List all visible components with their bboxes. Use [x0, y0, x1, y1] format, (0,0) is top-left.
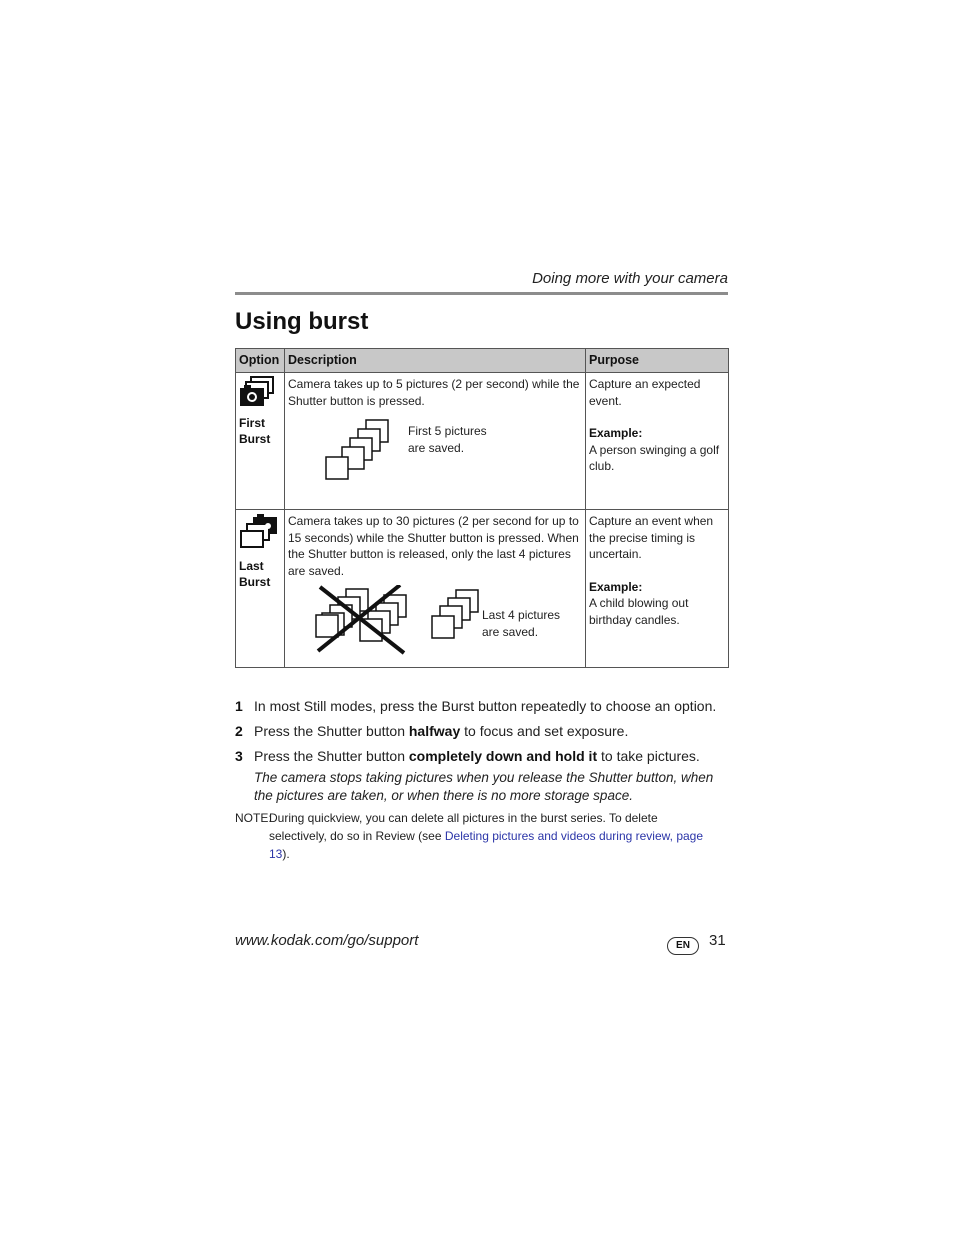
header-rule [235, 292, 728, 295]
note-body: During quickview, you can delete all pictures in the burst series. To delete selectively, do so in Review (see Deleting pictures and videos during review, page 13). [269, 811, 704, 861]
example-label: Example: [589, 579, 643, 594]
header-option: Option [236, 349, 285, 373]
first-burst-illustration [288, 409, 582, 489]
option-cell [236, 510, 285, 668]
example-text: A person swinging a golf club. [589, 442, 720, 473]
illustration-caption: First 5 pictures are saved. [408, 424, 487, 455]
header-description: Description [285, 349, 586, 373]
first-burst-camera-icon [239, 376, 275, 408]
illustration-caption: Last 4 pictures are saved. [482, 608, 561, 639]
purpose-cell [586, 373, 729, 510]
step-item: 2 Press the Shutter button halfway to focus and set exposure. [235, 723, 629, 739]
last-burst-illustration [288, 579, 582, 653]
result-text: The camera stops taking pictures when you release the Shutter button, when the pictures are taken, or when there is no more storage space. [254, 770, 714, 803]
description-cell [285, 510, 586, 668]
example-text: A child blowing out birthday candles. [589, 596, 689, 627]
purpose-cell [586, 510, 729, 668]
option-name: First Burst [239, 415, 271, 446]
note-label: NOTE: [235, 811, 272, 825]
description-text: Camera takes up to 5 pictures (2 per second) while the Shutter button is pressed. [288, 377, 580, 408]
language-badge: EN [667, 937, 699, 955]
table-row-first-burst [236, 373, 729, 510]
header-purpose: Purpose [586, 349, 729, 373]
table-row-last-burst [236, 510, 729, 668]
option-cell [236, 373, 285, 510]
example-label: Example: [589, 426, 643, 440]
page-number: 31 [709, 932, 726, 949]
note [235, 809, 715, 863]
purpose-text: Capture an event when the precise timing is uncertain. [589, 514, 714, 561]
last-burst-camera-icon [239, 513, 279, 551]
page-title: Using burst [235, 308, 369, 335]
step-item: 1 In most Still modes, press the Burst button repeatedly to choose an option. [235, 698, 717, 714]
purpose-text: Capture an expected event. [589, 377, 701, 408]
saved-pictures-stack [428, 589, 484, 649]
description-cell [285, 373, 586, 510]
saved-pictures-stack [324, 419, 394, 483]
footer-url: www.kodak.com/go/support [235, 932, 419, 949]
burst-options-table [235, 348, 729, 668]
running-head: Doing more with your camera [532, 270, 728, 287]
step-item: 3 Press the Shutter button completely down and hold it to take pictures. [235, 748, 700, 764]
table-header-row [236, 349, 729, 373]
discarded-pictures-stack [314, 585, 414, 657]
cross-reference-link[interactable]: Deleting pictures and videos during review, page 13 [269, 829, 704, 861]
option-name: Last Burst [239, 558, 271, 589]
description-text: Camera takes up to 30 pictures (2 per second for up to 15 seconds) while the Shutter button is pressed. When the Shutter button is released, only the last 4 pictures are saved. [288, 514, 579, 578]
steps-list [235, 696, 730, 771]
